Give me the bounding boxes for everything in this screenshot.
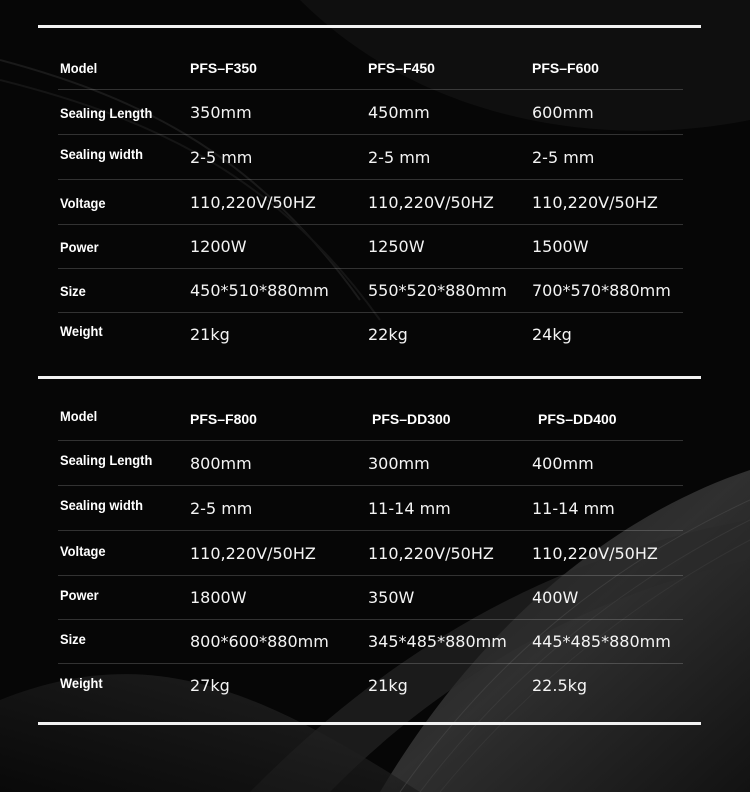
- cell-value: 2-5 mm: [368, 148, 431, 167]
- row-label: Voltage: [60, 195, 106, 211]
- cell-value: 2-5 mm: [190, 499, 253, 518]
- cell-value: 400mm: [532, 454, 594, 473]
- header-row: [38, 46, 701, 90]
- top-divider: [38, 25, 701, 28]
- cell-value: 800*600*880mm: [190, 632, 329, 651]
- cell-value: 600mm: [532, 103, 594, 122]
- model-name: PFS–F800: [190, 411, 257, 427]
- cell-value: 110,220V/50HZ: [532, 544, 658, 563]
- bottom-divider: [38, 722, 701, 725]
- table-row: [38, 136, 701, 180]
- cell-value: 21kg: [368, 676, 408, 695]
- table-row: [38, 91, 701, 135]
- table-row: [38, 487, 701, 531]
- row-label: Voltage: [60, 543, 106, 559]
- cell-value: 22.5kg: [532, 676, 588, 695]
- middle-divider: [38, 376, 701, 379]
- cell-value: 345*485*880mm: [368, 632, 507, 651]
- cell-value: 110,220V/50HZ: [532, 193, 658, 212]
- row-label: Size: [60, 283, 86, 299]
- table-row: [38, 576, 701, 620]
- cell-value: 550*520*880mm: [368, 281, 507, 300]
- model-name: PFS–DD400: [538, 411, 617, 427]
- cell-value: 700*570*880mm: [532, 281, 671, 300]
- cell-value: 450mm: [368, 103, 430, 122]
- row-label: Power: [60, 239, 99, 255]
- cell-value: 27kg: [190, 676, 230, 695]
- cell-value: 22kg: [368, 325, 408, 344]
- model-name: PFS–F450: [368, 60, 435, 76]
- cell-value: 110,220V/50HZ: [368, 193, 494, 212]
- cell-value: 445*485*880mm: [532, 632, 671, 651]
- row-label: Power: [60, 587, 99, 603]
- cell-value: 110,220V/50HZ: [190, 544, 316, 563]
- cell-value: 24kg: [532, 325, 572, 344]
- row-divider: [58, 134, 683, 135]
- cell-value: 350W: [368, 588, 415, 607]
- table-row: [38, 620, 701, 664]
- cell-value: 800mm: [190, 454, 252, 473]
- table-row: [38, 269, 701, 313]
- row-divider: [58, 179, 683, 180]
- table-row: [38, 442, 701, 486]
- table-row: [38, 532, 701, 576]
- row-divider: [58, 89, 683, 90]
- cell-value: 350mm: [190, 103, 252, 122]
- model-name: PFS–DD300: [372, 411, 451, 427]
- cell-value: 11-14 mm: [368, 499, 451, 518]
- row-label: Model: [60, 408, 98, 424]
- row-label: Sealing Length: [60, 105, 153, 121]
- cell-value: 400W: [532, 588, 579, 607]
- row-label: Size: [60, 631, 86, 647]
- cell-value: 11-14 mm: [532, 499, 615, 518]
- row-label: Weight: [60, 675, 103, 691]
- model-name: PFS–F600: [532, 60, 599, 76]
- cell-value: 21kg: [190, 325, 230, 344]
- cell-value: 110,220V/50HZ: [368, 544, 494, 563]
- cell-value: 450*510*880mm: [190, 281, 329, 300]
- row-label: Model: [60, 60, 98, 76]
- cell-value: 2-5 mm: [190, 148, 253, 167]
- cell-value: 2-5 mm: [532, 148, 595, 167]
- cell-value: 1500W: [532, 237, 589, 256]
- row-label: Weight: [60, 323, 103, 339]
- row-label: Sealing width: [60, 146, 144, 162]
- cell-value: 1200W: [190, 237, 247, 256]
- table-row: [38, 313, 701, 357]
- cell-value: 1800W: [190, 588, 247, 607]
- table-row: [38, 664, 701, 708]
- cell-value: 110,220V/50HZ: [190, 193, 316, 212]
- table-row: [38, 225, 701, 269]
- cell-value: 300mm: [368, 454, 430, 473]
- row-divider: [58, 530, 683, 531]
- cell-value: 1250W: [368, 237, 425, 256]
- model-name: PFS–F350: [190, 60, 257, 76]
- table-row: [38, 181, 701, 225]
- row-label: Sealing Length: [60, 452, 153, 468]
- row-divider: [58, 485, 683, 486]
- row-label: Sealing width: [60, 497, 144, 513]
- header-row: [38, 397, 701, 441]
